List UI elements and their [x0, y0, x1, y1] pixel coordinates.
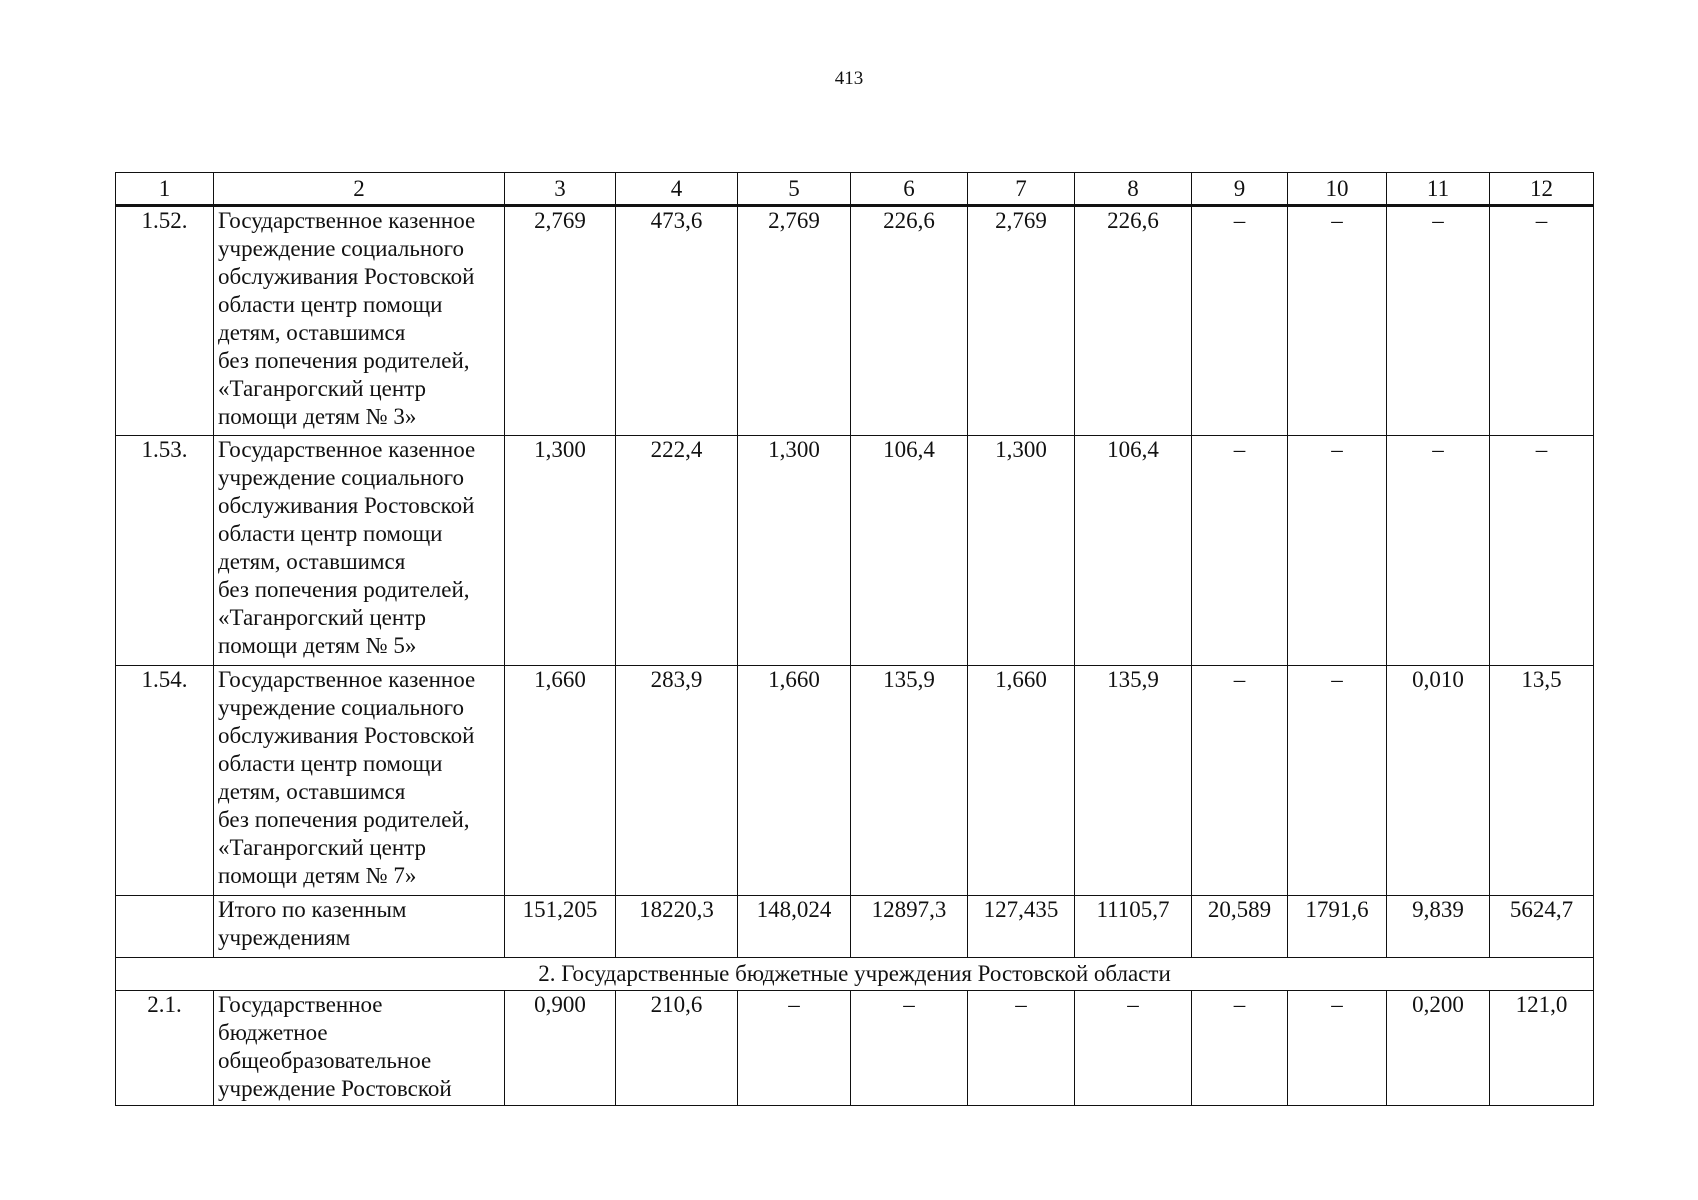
table-row [116, 206, 1594, 436]
table-cell: 106,4 [1075, 436, 1192, 666]
name-line: без попечения родителей, [218, 348, 470, 373]
table-cell: 0,900 [505, 991, 616, 1106]
row-number: 1.53. [116, 436, 214, 666]
column-header: 12 [1490, 173, 1594, 206]
table-cell: 20,589 [1192, 896, 1288, 958]
table-cell: – [738, 991, 851, 1106]
section-title: 2. Государственные бюджетные учреждения Ростовской области [116, 958, 1594, 991]
table-cell: 0,200 [1387, 991, 1490, 1106]
table-cell: – [1075, 991, 1192, 1106]
name-line: помощи детям № 3» [218, 404, 417, 429]
name-line: детям, оставшимся [218, 549, 406, 574]
table-cell: 1,660 [738, 666, 851, 896]
name-line: детям, оставшимся [218, 779, 406, 804]
name-line: учреждение социального [218, 695, 465, 720]
total-label [214, 896, 505, 958]
table-cell: 127,435 [968, 896, 1075, 958]
name-line: Государственное [218, 992, 383, 1017]
institution-name [214, 436, 505, 666]
column-header: 3 [505, 173, 616, 206]
name-line: бюджетное [218, 1020, 328, 1045]
table-cell: – [1490, 436, 1594, 666]
budget-table [115, 172, 1594, 1106]
name-line: детям, оставшимся [218, 320, 406, 345]
name-line: учреждениям [218, 925, 351, 950]
row-number [116, 896, 214, 958]
name-line: Итого по казенным [218, 897, 407, 922]
table-cell: 210,6 [616, 991, 738, 1106]
page-number: 413 [834, 68, 864, 89]
column-number-header-row [116, 173, 1594, 206]
name-line: области центр помощи [218, 521, 443, 546]
table-cell: 1,300 [968, 436, 1075, 666]
table-cell: 0,010 [1387, 666, 1490, 896]
table-cell: 13,5 [1490, 666, 1594, 896]
name-line: обслуживания Ростовской [218, 493, 475, 518]
table-cell: – [1192, 206, 1288, 436]
name-line: Государственное казенное [218, 208, 476, 233]
name-line: общеобразовательное [218, 1048, 432, 1073]
table-cell: 11105,7 [1075, 896, 1192, 958]
table-cell: 283,9 [616, 666, 738, 896]
table-cell: 1791,6 [1288, 896, 1387, 958]
column-header: 6 [851, 173, 968, 206]
table-cell: 1,660 [505, 666, 616, 896]
table-cell: 151,205 [505, 896, 616, 958]
table-cell: 1,300 [505, 436, 616, 666]
column-header: 4 [616, 173, 738, 206]
table-cell: 18220,3 [616, 896, 738, 958]
column-header: 5 [738, 173, 851, 206]
table-cell: 226,6 [851, 206, 968, 436]
name-line: учреждение социального [218, 465, 465, 490]
total-row [116, 896, 1594, 958]
row-number: 1.52. [116, 206, 214, 436]
table-cell: 135,9 [851, 666, 968, 896]
table-cell: – [1387, 206, 1490, 436]
name-line: помощи детям № 5» [218, 633, 417, 658]
table-cell: – [851, 991, 968, 1106]
column-header: 7 [968, 173, 1075, 206]
table-cell: 5624,7 [1490, 896, 1594, 958]
column-header: 2 [214, 173, 505, 206]
name-line: Государственное казенное [218, 437, 476, 462]
section-header-row [116, 958, 1594, 991]
table-cell: – [1288, 991, 1387, 1106]
table-cell: – [1192, 991, 1288, 1106]
table-row [116, 991, 1594, 1106]
table-cell: – [1288, 206, 1387, 436]
name-line: «Таганрогский центр [218, 605, 426, 630]
table-cell: 1,660 [968, 666, 1075, 896]
name-line: «Таганрогский центр [218, 376, 426, 401]
name-line: обслуживания Ростовской [218, 723, 475, 748]
table-cell: – [1490, 206, 1594, 436]
name-line: «Таганрогский центр [218, 835, 426, 860]
table-cell: – [1192, 666, 1288, 896]
table-cell: 9,839 [1387, 896, 1490, 958]
institution-name [214, 991, 505, 1106]
table-cell: 226,6 [1075, 206, 1192, 436]
institution-name [214, 206, 505, 436]
row-number: 2.1. [116, 991, 214, 1106]
table-cell: 12897,3 [851, 896, 968, 958]
table-cell: 1,300 [738, 436, 851, 666]
table-cell: – [1288, 436, 1387, 666]
name-line: учреждение социального [218, 236, 465, 261]
table-row [116, 666, 1594, 896]
name-line: области центр помощи [218, 292, 443, 317]
table-cell: – [1387, 436, 1490, 666]
table-cell: – [1288, 666, 1387, 896]
name-line: области центр помощи [218, 751, 443, 776]
table-cell: 135,9 [1075, 666, 1192, 896]
table-cell: 222,4 [616, 436, 738, 666]
table-cell: 148,024 [738, 896, 851, 958]
name-line: без попечения родителей, [218, 577, 470, 602]
institution-name [214, 666, 505, 896]
table-cell: 473,6 [616, 206, 738, 436]
row-number: 1.54. [116, 666, 214, 896]
table-cell: – [1192, 436, 1288, 666]
name-line: помощи детям № 7» [218, 863, 417, 888]
column-header: 10 [1288, 173, 1387, 206]
table-row [116, 436, 1594, 666]
table-cell: – [968, 991, 1075, 1106]
name-line: Государственное казенное [218, 667, 476, 692]
name-line: без попечения родителей, [218, 807, 470, 832]
name-line: учреждение Ростовской [218, 1076, 452, 1101]
column-header: 1 [116, 173, 214, 206]
table-cell: 2,769 [505, 206, 616, 436]
table-cell: 106,4 [851, 436, 968, 666]
name-line: обслуживания Ростовской [218, 264, 475, 289]
table-cell: 2,769 [738, 206, 851, 436]
column-header: 8 [1075, 173, 1192, 206]
table-cell: 121,0 [1490, 991, 1594, 1106]
column-header: 11 [1387, 173, 1490, 206]
table-cell: 2,769 [968, 206, 1075, 436]
column-header: 9 [1192, 173, 1288, 206]
